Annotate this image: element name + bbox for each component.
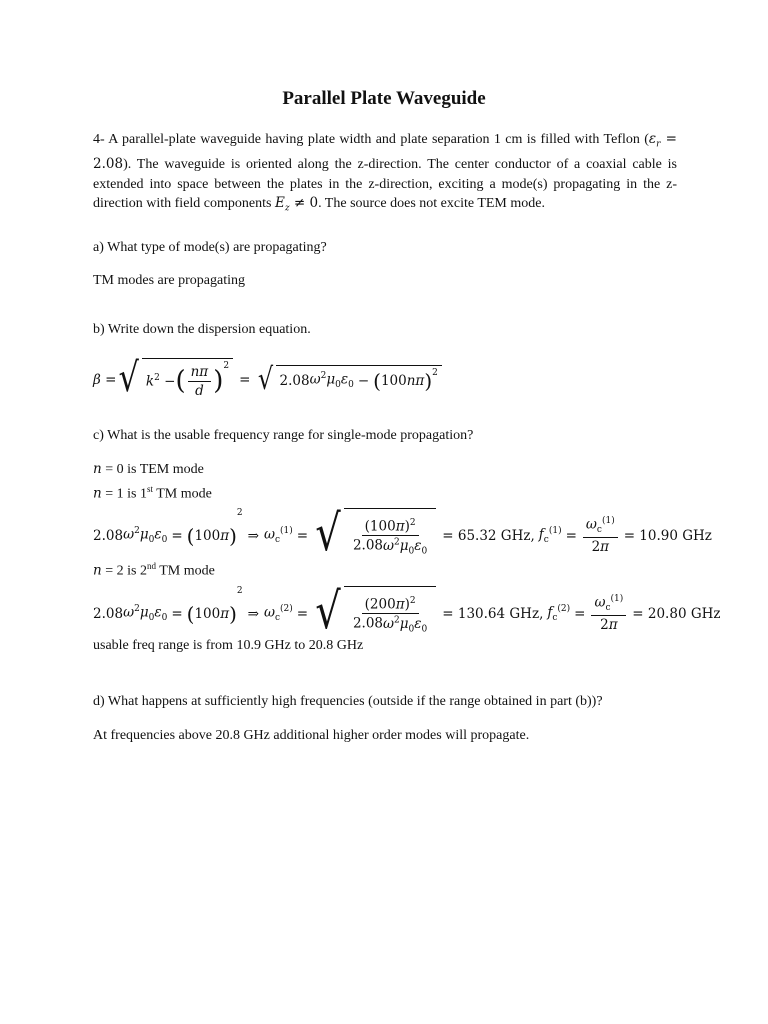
eq2-f-result: = 20.80 GHz: [632, 605, 721, 622]
cutoff-equation-2: 2.08 $\omega^2\mu_0\varepsilon_0$ = ( 100 π ) 2 ⇒ $\omega_c^{(2)}$ = √ $\frac{(200\pi)^2}{2.08\omega^2\mu_0\varepsilon_0}$ = 130.64 GHz, $f_c^{(2)}$ = $\frac{\omega_c^{(1)}}{2\pi}$ = 20.80 GHz: [93, 582, 721, 640]
epsilon-subscript: r: [656, 139, 661, 150]
question-d: d) What happens at sufficiently high frequencies (outside if the range obtained in part (b))?: [93, 694, 603, 709]
page-title: Parallel Plate Waveguide: [282, 88, 486, 109]
n2-superscript: nd: [146, 561, 156, 571]
n0-line: n = 0 is TEM mode: [93, 461, 204, 477]
problem-intro-part-1: 4- A parallel-plate waveguide having plate width and plate separation 1 cm is filled with Teflon (: [93, 132, 649, 147]
n1-line: n = 1 is 1st TM mode: [93, 484, 212, 502]
n1-text-post: TM mode: [152, 486, 212, 502]
n0-text: is TEM mode: [127, 462, 204, 477]
question-a: a) What type of mode(s) are propagating?: [93, 240, 327, 255]
problem-intro-part-3: . The source does not excite TEM mode.: [318, 196, 545, 212]
field-symbol: [274, 195, 290, 214]
usable-range: usable freq range is from 10.9 GHz to 20.8 GHz: [93, 638, 364, 653]
question-c: c) What is the usable frequency range for single-mode propagation?: [93, 428, 474, 443]
question-b: b) Write down the dispersion equation.: [93, 322, 311, 337]
field-label: E: [274, 195, 285, 212]
eq1-f-result: = 10.90 GHz: [623, 527, 712, 544]
n1-text: is 1: [127, 486, 147, 502]
epsilon-value: = 2.08: [93, 131, 677, 173]
n2-text-post: TM mode: [155, 563, 215, 579]
eq2-omega-result: = 130.64 GHz,: [442, 605, 544, 622]
answer-a: TM modes are propagating: [93, 273, 246, 288]
epsilon-symbol: [648, 131, 661, 150]
eq1-omega-result: = 65.32 GHz,: [442, 527, 535, 544]
answer-d: At frequencies above 20.8 GHz additional higher order modes will propagate.: [93, 728, 530, 743]
problem-statement: [93, 130, 677, 219]
cutoff-equation-1: 2.08 $\omega^2\mu_0\varepsilon_0$ = ( 100 π ) 2 ⇒ $\omega_c^{(1)}$ = √ $\frac{(100\pi)^2}{2.08\omega^2\mu_0\varepsilon_0}$ = 65.32 GHz, $f_c^{(1)}$ = $\frac{\omega_c^{(1)}}{2\pi}$ = 10.90 GHz: [93, 504, 712, 562]
problem-intro-part-2: ). The waveguide is oriented along the z-direction. The center conductor of a coaxial cable is extended into space between the plates in the z-direction, exciting a mode(s) propagating in the z-direction with field components: [93, 157, 677, 212]
epsilon-label: ε: [648, 131, 657, 147]
n2-text: is 2: [127, 563, 147, 579]
dispersion-equation: β = √ $k^2$ − ( $\frac{n\pi}{d}$ ) $^2$ = √ 2.08 $\omega^2\mu_0\varepsilon_0$ − ( 100 nπ ) $^2$: [93, 358, 442, 401]
field-condition: ≠ 0: [289, 195, 319, 212]
n1-superscript: st: [146, 484, 153, 494]
n2-line: n = 2 is 2nd TM mode: [93, 561, 215, 579]
field-subscript: z: [284, 203, 290, 214]
